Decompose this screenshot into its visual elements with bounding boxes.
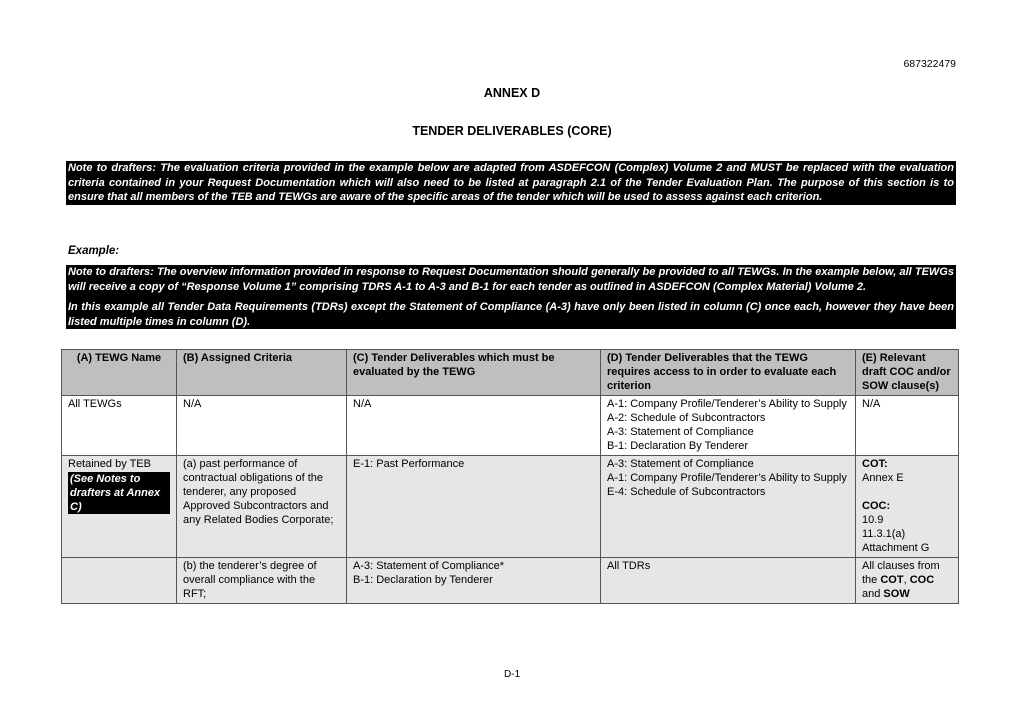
tender-deliverables-table [61,349,959,604]
page-number: D-1 [503,669,521,680]
deliverable-item: A-1: Company Profile/Tenderer’s Ability to Supply [607,398,847,410]
table-row [62,558,959,604]
cell-deliverables-evaluated: E-1: Past Performance [347,456,601,558]
deliverable-item: E-4: Schedule of Subcontractors [607,486,766,498]
page-title: TENDER DELIVERABLES (CORE) [412,124,612,138]
table-header-row [62,350,959,396]
cell-assigned-criteria: (a) past performance of contractual obligations of the tenderer, any proposed Approved Subcontractors and any Related Bodies Corporate; [177,456,347,558]
cell-tewg-name: All TEWGs [62,396,177,456]
clauses-and: and [862,588,884,600]
sow-label: SOW [883,588,910,600]
cell-assigned-criteria: N/A [177,396,347,456]
document-number: 687322479 [903,58,956,70]
spacer [862,485,952,499]
header-assigned-criteria: (B) Assigned Criteria [177,350,347,396]
deliverable-item: A-3: Statement of Compliance [607,426,754,438]
drafters-note-overview-para1: Note to drafters: The overview information provided in response to Request Documentation should generally be provided to all TEWGs. In the example below, all TEWGs will receive a copy of “Response Volume 1” comprising TDRS A-1 to A-3 and B-1 for each tender as outlined in ASDEFCON (Complex Material) Volume 2. [68,266,954,293]
header-relevant-clauses: (E) Relevant draft COC and/or SOW clause(s) [856,350,959,396]
cot-clause: Annex E [862,472,904,484]
cell-deliverables-access [601,396,856,456]
header-deliverables-access: (D) Tender Deliverables that the TEWG requires access to in order to evaluate each criterion [601,350,856,396]
coc-clause: 11.3.1(a) [862,528,906,540]
cell-tewg-name [62,456,177,558]
cell-deliverables-evaluated: N/A [347,396,601,456]
example-label: Example: [68,245,120,257]
deliverable-item: B-1: Declaration By Tenderer [607,440,749,452]
drafters-note-overview [66,265,956,329]
tewg-name-text: Retained by TEB [68,458,151,470]
deliverable-item: A-1: Company Profile/Tenderer’s Ability to Supply [607,472,847,484]
cell-deliverables-access [601,456,856,558]
annex-heading: ANNEX D [483,86,541,100]
cell-deliverables-evaluated [347,558,601,604]
coc-label: COC [909,574,935,586]
header-tewg-name: (A) TEWG Name [62,350,177,396]
drafters-note-evaluation-criteria: Note to drafters: The evaluation criteria provided in the example below are adapted from ASDEFCON (Complex) Volume 2 and MUST be replaced with the evaluation criteria contained in your Request Documentation which will also need to be listed at paragraph 2.1 of the Tender Evaluation Plan. The purpose of this section is to ensure that all members of the TEB and TEWGs are aware of the specific areas of the tender which will be used to assess against each criterion. [68,162,954,203]
coc-label: COC: [862,500,891,512]
deliverable-item: B-1: Declaration by Tenderer [353,574,493,586]
header-deliverables-evaluated: (C) Tender Deliverables which must be evaluated by the TEWG [347,350,601,396]
table-row [62,396,959,456]
deliverable-item: A-3: Statement of Compliance* [353,560,505,572]
cell-relevant-clauses [856,456,959,558]
deliverable-item: A-3: Statement of Compliance [607,458,754,470]
clauses-prefix: All clauses from the [862,560,940,586]
clauses-separator: , [903,574,910,586]
cell-deliverables-access: All TDRs [601,558,856,604]
cot-label: COT [880,574,904,586]
drafters-note-reference: (See Notes to drafters at Annex C) [68,472,170,514]
coc-clause: 10.9 [862,514,884,526]
deliverable-item: A-2: Schedule of Subcontractors [607,412,766,424]
cell-tewg-name [62,558,177,604]
coc-clause: Attachment G [862,542,930,554]
cell-relevant-clauses: N/A [856,396,959,456]
cell-relevant-clauses [856,558,959,604]
drafters-note-overview-para2: In this example all Tender Data Requirements (TDRs) except the Statement of Compliance (A-3) have only been listed in column (C) once each, however they have been listed multiple times in column (D). [68,301,954,328]
table-row [62,456,959,558]
cell-assigned-criteria: (b) the tenderer’s degree of overall compliance with the RFT; [177,558,347,604]
cot-label: COT: [862,458,888,470]
